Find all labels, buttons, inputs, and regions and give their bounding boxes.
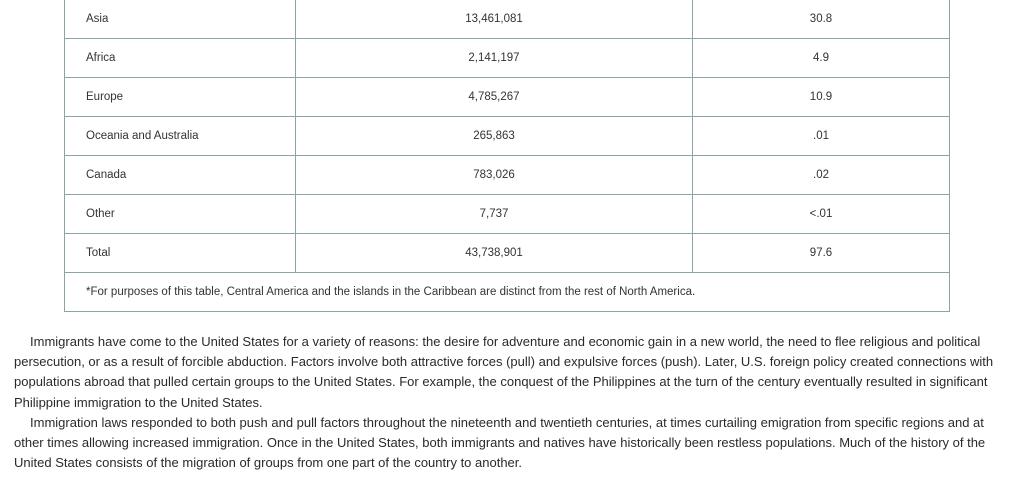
percent-cell: 10.9 <box>693 78 950 117</box>
table-row <box>65 39 950 78</box>
table-row <box>65 78 950 117</box>
region-cell: Total <box>65 234 296 273</box>
number-cell: 4,785,267 <box>296 78 693 117</box>
table-row <box>65 195 950 234</box>
table-row <box>65 117 950 156</box>
region-cell: Oceania and Australia <box>65 117 296 156</box>
percent-cell: <.01 <box>693 195 950 234</box>
number-cell: 13,461,081 <box>296 0 693 39</box>
number-cell: 43,738,901 <box>296 234 693 273</box>
body-text <box>14 332 999 473</box>
table-total-row <box>65 234 950 273</box>
percent-cell: 30.8 <box>693 0 950 39</box>
immigration-table <box>64 0 950 312</box>
region-cell: Other <box>65 195 296 234</box>
immigration-table-container <box>64 0 949 312</box>
percent-cell: .02 <box>693 156 950 195</box>
number-cell: 265,863 <box>296 117 693 156</box>
percent-cell: 97.6 <box>693 234 950 273</box>
table-footnote: *For purposes of this table, Central America and the islands in the Caribbean are distinct from the rest of North America. <box>65 273 950 312</box>
paragraph: Immigrants have come to the United States for a variety of reasons: the desire for adventure and economic gain in a new world, the need to flee religious and political persecution, or as a result of forcible abduction. Factors involve both attractive forces (pull) and expulsive forces (push). Later, U.S. foreign policy created connections with populations abroad that pulled certain groups to the United States. For example, the conquest of the Philippines at the turn of the century eventually resulted in significant Philippine immigration to the United States. <box>14 334 994 410</box>
region-cell: Canada <box>65 156 296 195</box>
region-cell: Europe <box>65 78 296 117</box>
region-cell: Asia <box>65 0 296 39</box>
percent-cell: .01 <box>693 117 950 156</box>
region-cell: Africa <box>65 39 296 78</box>
percent-cell: 4.9 <box>693 39 950 78</box>
table-row <box>65 0 950 39</box>
table-row <box>65 156 950 195</box>
number-cell: 2,141,197 <box>296 39 693 78</box>
paragraph: Immigration laws responded to both push and pull factors throughout the nineteenth and twentieth centuries, at times curtailing emigration from specific regions and at other times allowing increased immigration. Once in the United States, both immigrants and natives have historically been restless populations. Much of the history of the United States consists of the migration of groups from one part of the country to another. <box>14 414 986 471</box>
table-footnote-row <box>65 273 950 312</box>
number-cell: 783,026 <box>296 156 693 195</box>
number-cell: 7,737 <box>296 195 693 234</box>
